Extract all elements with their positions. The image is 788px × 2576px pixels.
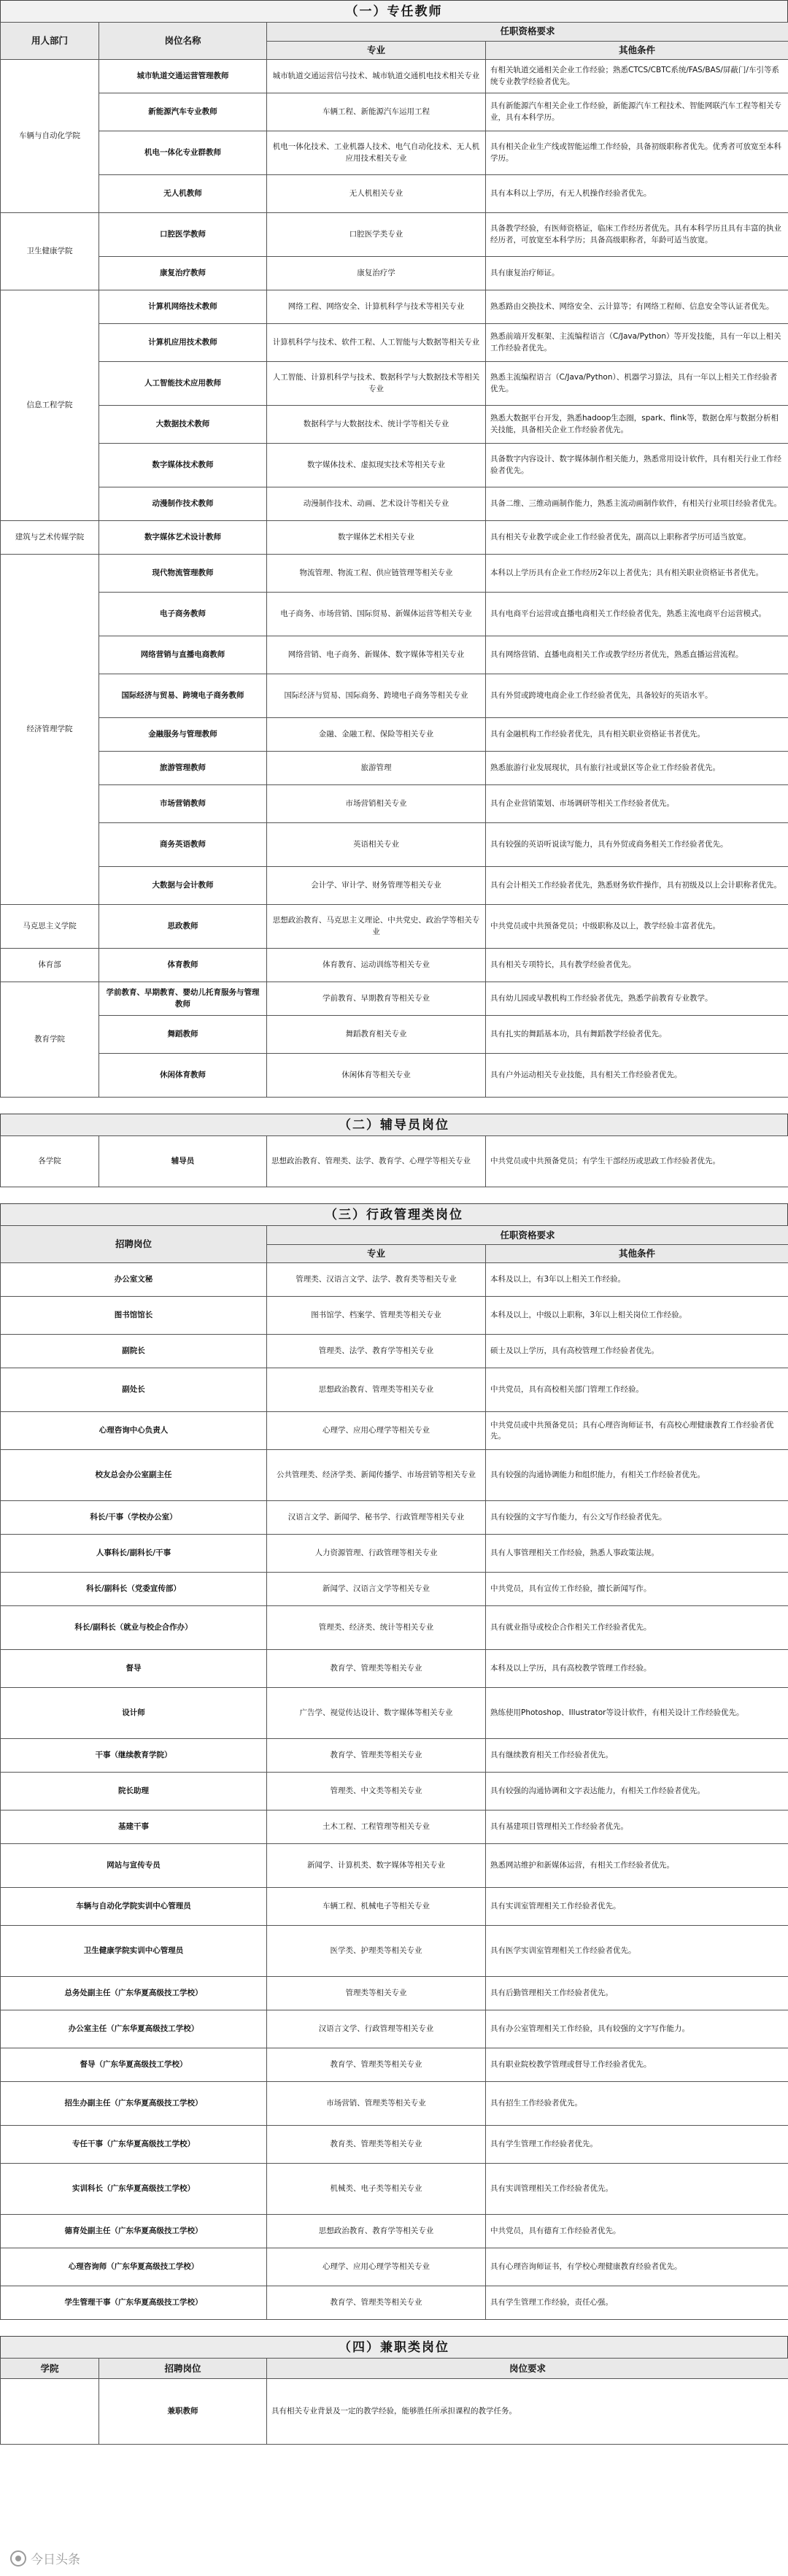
admin-row — [1, 1368, 788, 1412]
major-cell: 会计学、审计学、财务管理等相关专业 — [267, 867, 486, 905]
admin-major-cell: 教育学、管理类等相关专业 — [267, 1739, 486, 1773]
teacher-row — [1, 752, 788, 785]
parttime-header-dept: 学院 — [1, 2359, 99, 2379]
admin-major-cell: 教育学、管理类等相关专业 — [267, 2286, 486, 2320]
admin-other-cell: 具有较强的沟通协调能力和组织能力，有相关工作经验者优先。 — [486, 1450, 788, 1501]
admin-post-cell: 办公室主任（广东华夏高级技工学校） — [1, 2010, 267, 2048]
admin-major-cell: 机械类、电子类等相关专业 — [267, 2164, 486, 2215]
admin-other-cell: 本科及以上，中级以上职称，3年以上相关岗位工作经验。 — [486, 1297, 788, 1335]
post-cell: 数字媒体技术教师 — [99, 444, 267, 487]
section-title-counselor: （二）辅导员岗位 — [0, 1114, 788, 1135]
admin-major-cell: 广告学、视觉传达设计、数字媒体等相关专业 — [267, 1688, 486, 1739]
admin-row — [1, 1650, 788, 1688]
major-cell: 计算机科学与技术、软件工程、人工智能与大数据等相关专业 — [267, 324, 486, 362]
major-cell: 网络营销、电子商务、新媒体、数字媒体等相关专业 — [267, 636, 486, 674]
post-cell: 现代物流管理教师 — [99, 555, 267, 593]
admin-major-cell: 车辆工程、机械电子等相关专业 — [267, 1888, 486, 1926]
admin-post-cell: 实训科长（广东华夏高级技工学校） — [1, 2164, 267, 2215]
admin-row — [1, 2248, 788, 2286]
admin-other-cell: 具有继续教育相关工作经验者优先。 — [486, 1739, 788, 1773]
teacher-row — [1, 213, 788, 257]
admin-major-cell: 新闻学、汉语言文学等相关专业 — [267, 1573, 486, 1606]
teacher-row — [1, 593, 788, 636]
admin-header-req: 任职资格要求 — [267, 1226, 788, 1245]
other-cell: 具有电商平台运营或直播电商相关工作经验者优先，熟悉主流电商平台运营模式。 — [486, 593, 788, 636]
parttime-header-req: 岗位要求 — [267, 2359, 788, 2379]
admin-other-cell: 具有基建项目管理相关工作经验者优先。 — [486, 1810, 788, 1844]
admin-row — [1, 1739, 788, 1773]
admin-major-cell: 新闻学、计算机类、数字媒体等相关专业 — [267, 1844, 486, 1888]
other-cell: 具有企业营销策划、市场调研等相关工作经验者优先。 — [486, 785, 788, 823]
admin-row — [1, 1888, 788, 1926]
post-cell: 城市轨道交通运营管理教师 — [99, 60, 267, 93]
teacher-row — [1, 131, 788, 175]
admin-post-cell: 图书馆馆长 — [1, 1297, 267, 1335]
admin-row — [1, 1977, 788, 2010]
post-cell: 大数据与会计教师 — [99, 867, 267, 905]
parttime-req: 具有相关专业背景及一定的教学经验，能够胜任所承担课程的教学任务。 — [267, 2379, 788, 2445]
section-title-admin: （三）行政管理类岗位 — [0, 1203, 788, 1225]
admin-post-cell: 设计师 — [1, 1688, 267, 1739]
admin-row — [1, 1810, 788, 1844]
admin-other-cell: 中共党员，具有高校相关部门管理工作经验。 — [486, 1368, 788, 1412]
admin-other-cell: 具有后勤管理相关工作经验者优先。 — [486, 1977, 788, 2010]
admin-post-cell: 总务处副主任（广东华夏高级技工学校） — [1, 1977, 267, 2010]
admin-row — [1, 1263, 788, 1297]
teacher-body — [1, 60, 788, 1098]
other-cell: 具有会计相关工作经验者优先，熟悉财务软件操作，具有初级及以上会计职称者优先。 — [486, 867, 788, 905]
dept-cell: 卫生健康学院 — [1, 213, 99, 290]
admin-row — [1, 1844, 788, 1888]
header-major: 专业 — [267, 42, 486, 60]
post-cell: 口腔医学教师 — [99, 213, 267, 257]
admin-post-cell: 督导（广东华夏高级技工学校） — [1, 2048, 267, 2082]
admin-other-cell: 具有职业院校教学管理或督导工作经验者优先。 — [486, 2048, 788, 2082]
admin-header-major: 专业 — [267, 1245, 486, 1263]
other-cell: 具有康复治疗师证。 — [486, 257, 788, 290]
admin-other-cell: 硕士及以上学历，具有高校管理工作经验者优先。 — [486, 1335, 788, 1368]
teacher-row — [1, 444, 788, 487]
other-cell: 熟悉路由交换技术、网络安全、云计算等；有网络工程师、信息安全等认证者优先。 — [486, 290, 788, 324]
admin-body — [1, 1263, 788, 2320]
admin-other-cell: 具有学生管理工作经验，责任心强。 — [486, 2286, 788, 2320]
other-cell: 熟悉大数据平台开发，熟悉hadoop生态圈，spark、flink等，数据仓库与数据分析相关技能，具备相关企业工作经验者优先。 — [486, 406, 788, 444]
other-cell: 具备教学经验，有医师资格证，临床工作经历者优先。具有本科学历且具有丰富的执业经历者，可放宽至本科学历；具备高级职称者，年龄可适当放宽。 — [486, 213, 788, 257]
admin-other-cell: 具有办公室管理相关工作经验，具有较强的文字写作能力。 — [486, 2010, 788, 2048]
admin-row — [1, 2126, 788, 2164]
admin-major-cell: 图书馆学、档案学、管理类等相关专业 — [267, 1297, 486, 1335]
admin-post-cell: 科长/副科长（党委宣传部） — [1, 1573, 267, 1606]
post-cell: 学前教育、早期教育、婴幼儿托育服务与管理教师 — [99, 982, 267, 1016]
admin-other-cell: 具有实训管理相关工作经验者优先。 — [486, 2164, 788, 2215]
admin-post-cell: 校友总会办公室副主任 — [1, 1450, 267, 1501]
section-title-teachers: （一）专任教师 — [0, 0, 788, 22]
admin-row — [1, 1501, 788, 1535]
major-cell: 英语相关专业 — [267, 823, 486, 867]
other-cell: 具有外贸或跨境电商企业工作经验者优先，具备较好的英语水平。 — [486, 674, 788, 718]
admin-other-cell: 具有较强的文字写作能力，有公文写作经验者优先。 — [486, 1501, 788, 1535]
post-cell: 网络营销与直播电商教师 — [99, 636, 267, 674]
teacher-table — [0, 22, 788, 1098]
teacher-row — [1, 823, 788, 867]
admin-major-cell: 思想政治教育、教育学等相关专业 — [267, 2215, 486, 2248]
admin-post-cell: 网站与宣传专员 — [1, 1844, 267, 1888]
admin-row — [1, 1297, 788, 1335]
other-cell: 具备数字内容设计、数字媒体制作相关能力，熟悉常用设计软件，具有相关行业工作经验者优先。 — [486, 444, 788, 487]
post-cell: 动漫制作技术教师 — [99, 487, 267, 521]
teacher-row — [1, 674, 788, 718]
major-cell: 网络工程、网络安全、计算机科学与技术等相关专业 — [267, 290, 486, 324]
admin-major-cell: 管理类、法学、教育学等相关专业 — [267, 1335, 486, 1368]
admin-other-cell: 本科及以上，有3年以上相关工作经验。 — [486, 1263, 788, 1297]
admin-post-cell: 副处长 — [1, 1368, 267, 1412]
admin-other-cell: 具有实训室管理相关工作经验者优先。 — [486, 1888, 788, 1926]
major-cell: 舞蹈教育相关专业 — [267, 1016, 486, 1054]
other-cell: 具备二维、三维动画制作能力，熟悉主流动画制作软件，有相关行业项目经验者优先。 — [486, 487, 788, 521]
parttime-post: 兼职教师 — [99, 2379, 267, 2445]
major-cell: 动漫制作技术、动画、艺术设计等相关专业 — [267, 487, 486, 521]
admin-other-cell: 熟练使用Photoshop、Illustrator等设计软件，有相关设计工作经验优先。 — [486, 1688, 788, 1739]
admin-row — [1, 1450, 788, 1501]
admin-row — [1, 1926, 788, 1977]
teacher-row — [1, 93, 788, 131]
major-cell: 体育教育、运动训练等相关专业 — [267, 949, 486, 982]
other-cell: 具有幼儿园或早教机构工作经验者优先，熟悉学前教育专业教学。 — [486, 982, 788, 1016]
post-cell: 计算机网络技术教师 — [99, 290, 267, 324]
admin-major-cell: 教育类、管理类等相关专业 — [267, 2126, 486, 2164]
admin-other-cell: 具有招生工作经验者优先。 — [486, 2082, 788, 2126]
teacher-row — [1, 406, 788, 444]
admin-major-cell: 市场营销、管理类等相关专业 — [267, 2082, 486, 2126]
admin-post-cell: 人事科长/副科长/干事 — [1, 1535, 267, 1573]
post-cell: 机电一体化专业群教师 — [99, 131, 267, 175]
major-cell: 金融、金融工程、保险等相关专业 — [267, 718, 486, 752]
admin-post-cell: 基建干事 — [1, 1810, 267, 1844]
admin-major-cell: 心理学、应用心理学等相关专业 — [267, 1412, 486, 1450]
admin-other-cell: 具有较强的沟通协调和文字表达能力，有相关工作经验者优先。 — [486, 1773, 788, 1810]
admin-major-cell: 汉语言文学、行政管理等相关专业 — [267, 2010, 486, 2048]
counselor-major: 思想政治教育、管理类、法学、教育学、心理学等相关专业 — [267, 1136, 486, 1187]
other-cell: 熟悉前端开发框架、主流编程语言（C/Java/Python）等开发技能，具有一年以上相关工作经验者优先。 — [486, 324, 788, 362]
teacher-row — [1, 949, 788, 982]
teacher-row — [1, 290, 788, 324]
other-cell: 具有扎实的舞蹈基本功，具有舞蹈教学经验者优先。 — [486, 1016, 788, 1054]
teacher-row — [1, 175, 788, 213]
admin-post-cell: 车辆与自动化学院实训中心管理员 — [1, 1888, 267, 1926]
admin-table — [0, 1225, 788, 2320]
admin-header-post: 招聘岗位 — [1, 1226, 267, 1263]
major-cell: 数字媒体技术、虚拟现实技术等相关专业 — [267, 444, 486, 487]
other-cell: 有相关轨道交通相关企业工作经验；熟悉CTCS/CBTC系统/FAS/BAS/屏蔽门/车引等系统专业教学经验者优先。 — [486, 60, 788, 93]
post-cell: 新能源汽车专业教师 — [99, 93, 267, 131]
teacher-row — [1, 982, 788, 1016]
post-cell: 休闲体育教师 — [99, 1054, 267, 1098]
admin-row — [1, 1573, 788, 1606]
major-cell: 数据科学与大数据技术、统计学等相关专业 — [267, 406, 486, 444]
admin-post-cell: 德育处副主任（广东华夏高级技工学校） — [1, 2215, 267, 2248]
major-cell: 车辆工程、新能源汽车运用工程 — [267, 93, 486, 131]
other-cell: 具有新能源汽车相关企业工作经验，新能源汽车工程技术、智能网联汽车工程等相关专业，具有本科学历。 — [486, 93, 788, 131]
post-cell: 市场营销教师 — [99, 785, 267, 823]
admin-post-cell: 院长助理 — [1, 1773, 267, 1810]
admin-major-cell: 心理学、应用心理学等相关专业 — [267, 2248, 486, 2286]
post-cell: 旅游管理教师 — [99, 752, 267, 785]
admin-other-cell: 中共党员，具有德育工作经验者优先。 — [486, 2215, 788, 2248]
other-cell: 中共党员或中共预备党员；中级职称及以上，教学经验丰富者优先。 — [486, 905, 788, 949]
header-post: 岗位名称 — [99, 23, 267, 60]
post-cell: 数字媒体艺术设计教师 — [99, 521, 267, 555]
admin-row — [1, 2010, 788, 2048]
admin-major-cell: 公共管理类、经济学类、新闻传播学、市场营销等相关专业 — [267, 1450, 486, 1501]
admin-major-cell: 土木工程、工程管理等相关专业 — [267, 1810, 486, 1844]
admin-header-other: 其他条件 — [486, 1245, 788, 1263]
post-cell: 商务英语教师 — [99, 823, 267, 867]
other-cell: 熟悉旅游行业发展现状，具有旅行社或景区等企业工作经验者优先。 — [486, 752, 788, 785]
admin-post-cell: 学生管理干事（广东华夏高级技工学校） — [1, 2286, 267, 2320]
admin-row — [1, 1688, 788, 1739]
admin-major-cell: 管理类、经济类、统计等相关专业 — [267, 1606, 486, 1650]
watermark-text: 今日头条 — [31, 2553, 80, 2567]
teacher-row — [1, 324, 788, 362]
post-cell: 大数据技术教师 — [99, 406, 267, 444]
admin-post-cell: 副院长 — [1, 1335, 267, 1368]
admin-other-cell: 具有心理咨询师证书，有学校心理健康教育经验者优先。 — [486, 2248, 788, 2286]
teacher-row — [1, 718, 788, 752]
admin-other-cell: 具有就业指导或校企合作相关工作经验者优先。 — [486, 1606, 788, 1650]
major-cell: 物流管理、物流工程、供应链管理等相关专业 — [267, 555, 486, 593]
parttime-dept — [1, 2379, 99, 2445]
post-cell: 计算机应用技术教师 — [99, 324, 267, 362]
admin-post-cell: 卫生健康学院实训中心管理员 — [1, 1926, 267, 1977]
major-cell: 口腔医学类专业 — [267, 213, 486, 257]
admin-other-cell: 熟悉网站维护和新媒体运营，有相关工作经验者优先。 — [486, 1844, 788, 1888]
admin-post-cell: 心理咨询中心负责人 — [1, 1412, 267, 1450]
teacher-row — [1, 1016, 788, 1054]
admin-major-cell: 管理类、中文类等相关专业 — [267, 1773, 486, 1810]
post-cell: 思政教师 — [99, 905, 267, 949]
other-cell: 熟悉主流编程语言（C/Java/Python）、机器学习算法，具有一年以上相关工作经验者优先。 — [486, 362, 788, 406]
admin-other-cell: 具有人事管理相关工作经验，熟悉人事政策法规。 — [486, 1535, 788, 1573]
other-cell: 具有相关专业教学或企业工作经验者优先，副高以上职称者学历可适当放宽。 — [486, 521, 788, 555]
teacher-row — [1, 785, 788, 823]
admin-other-cell: 具有学生管理工作经验者优先。 — [486, 2126, 788, 2164]
dept-cell: 体育部 — [1, 949, 99, 982]
section-title-parttime: （四）兼职类岗位 — [0, 2336, 788, 2358]
admin-post-cell: 招生办副主任（广东华夏高级技工学校） — [1, 2082, 267, 2126]
dept-cell: 信息工程学院 — [1, 290, 99, 521]
admin-other-cell: 本科及以上学历，具有高校教学管理工作经验。 — [486, 1650, 788, 1688]
major-cell: 休闲体育等相关专业 — [267, 1054, 486, 1098]
other-cell: 具有网络营销、直播电商相关工作或教学经历者优先，熟悉直播运营流程。 — [486, 636, 788, 674]
major-cell: 数字媒体艺术相关专业 — [267, 521, 486, 555]
other-cell: 具有户外运动相关专业技能，具有相关工作经验者优先。 — [486, 1054, 788, 1098]
other-cell: 本科以上学历具有企业工作经历2年以上者优先；具有相关职业资格证书者优先。 — [486, 555, 788, 593]
major-cell: 无人机相关专业 — [267, 175, 486, 213]
admin-major-cell: 教育学、管理类等相关专业 — [267, 2048, 486, 2082]
admin-row — [1, 2048, 788, 2082]
header-other: 其他条件 — [486, 42, 788, 60]
teacher-row — [1, 362, 788, 406]
post-cell: 康复治疗教师 — [99, 257, 267, 290]
major-cell: 电子商务、市场营销、国际贸易、新媒体运营等相关专业 — [267, 593, 486, 636]
admin-post-cell: 科长/干事（学校办公室） — [1, 1501, 267, 1535]
post-cell: 国际经济与贸易、跨境电子商务教师 — [99, 674, 267, 718]
major-cell: 思想政治教育、马克思主义理论、中共党史、政治学等相关专业 — [267, 905, 486, 949]
other-cell: 具有金融机构工作经验者优先，具有相关职业资格证书者优先。 — [486, 718, 788, 752]
admin-other-cell: 中共党员或中共预备党员；具有心理咨询师证书，有高校心理健康教育工作经验者优先。 — [486, 1412, 788, 1450]
teacher-row — [1, 60, 788, 93]
admin-row — [1, 2215, 788, 2248]
admin-major-cell: 思想政治教育、管理类等相关专业 — [267, 1368, 486, 1412]
counselor-table — [0, 1135, 788, 1187]
admin-row — [1, 2286, 788, 2320]
admin-other-cell: 中共党员，具有宣传工作经验，擅长新闻写作。 — [486, 1573, 788, 1606]
header-req: 任职资格要求 — [267, 23, 788, 42]
dept-cell: 教育学院 — [1, 982, 99, 1098]
teacher-row — [1, 867, 788, 905]
dept-cell: 马克思主义学院 — [1, 905, 99, 949]
teacher-row — [1, 636, 788, 674]
admin-major-cell: 医学类、护理类等相关专业 — [267, 1926, 486, 1977]
major-cell: 机电一体化技术、工业机器人技术、电气自动化技术、无人机应用技术相关专业 — [267, 131, 486, 175]
teacher-row — [1, 1054, 788, 1098]
admin-other-cell: 具有医学实训室管理相关工作经验者优先。 — [486, 1926, 788, 1977]
post-cell: 人工智能技术应用教师 — [99, 362, 267, 406]
teacher-row — [1, 905, 788, 949]
other-cell: 具有较强的英语听说读写能力，具有外贸或商务相关工作经验者优先。 — [486, 823, 788, 867]
other-cell: 具有相关专项特长，具有教学经验者优先。 — [486, 949, 788, 982]
parttime-table — [0, 2358, 788, 2445]
teacher-row — [1, 257, 788, 290]
post-cell: 体育教师 — [99, 949, 267, 982]
other-cell: 具有本科以上学历，有无人机操作经验者优先。 — [486, 175, 788, 213]
dept-cell: 车辆与自动化学院 — [1, 60, 99, 213]
major-cell: 人工智能、计算机科学与技术、数据科学与大数据技术等相关专业 — [267, 362, 486, 406]
post-cell: 舞蹈教师 — [99, 1016, 267, 1054]
admin-major-cell: 管理类等相关专业 — [267, 1977, 486, 2010]
teacher-row — [1, 521, 788, 555]
other-cell: 具有相关企业生产线或智能运维工作经验，具备初级职称者优先。优秀者可放宽至本科学历。 — [486, 131, 788, 175]
admin-post-cell: 办公室文秘 — [1, 1263, 267, 1297]
watermark — [10, 2549, 80, 2567]
admin-post-cell: 科长/副科长（就业与校企合作办） — [1, 1606, 267, 1650]
admin-major-cell: 管理类、汉语言文学、法学、教育类等相关专业 — [267, 1263, 486, 1297]
post-cell: 电子商务教师 — [99, 593, 267, 636]
major-cell: 市场营销相关专业 — [267, 785, 486, 823]
dept-cell: 建筑与艺术传媒学院 — [1, 521, 99, 555]
major-cell: 康复治疗学 — [267, 257, 486, 290]
admin-row — [1, 1335, 788, 1368]
admin-row — [1, 2082, 788, 2126]
major-cell: 城市轨道交通运营信号技术、城市轨道交通机电技术相关专业 — [267, 60, 486, 93]
admin-row — [1, 1773, 788, 1810]
admin-major-cell: 汉语言文学、新闻学、秘书学、行政管理等相关专业 — [267, 1501, 486, 1535]
admin-post-cell: 督导 — [1, 1650, 267, 1688]
major-cell: 学前教育、早期教育等相关专业 — [267, 982, 486, 1016]
counselor-other: 中共党员或中共预备党员；有学生干部经历或思政工作经验者优先。 — [486, 1136, 788, 1187]
counselor-post: 辅导员 — [99, 1136, 267, 1187]
admin-post-cell: 干事（继续教育学院） — [1, 1739, 267, 1773]
admin-major-cell: 教育学、管理类等相关专业 — [267, 1650, 486, 1688]
post-cell: 金融服务与管理教师 — [99, 718, 267, 752]
teacher-row — [1, 487, 788, 521]
admin-row — [1, 1606, 788, 1650]
teacher-row — [1, 555, 788, 593]
parttime-header-post: 招聘岗位 — [99, 2359, 267, 2379]
post-cell: 无人机教师 — [99, 175, 267, 213]
header-dept: 用人部门 — [1, 23, 99, 60]
admin-post-cell: 专任干事（广东华夏高级技工学校） — [1, 2126, 267, 2164]
admin-row — [1, 1535, 788, 1573]
admin-major-cell: 人力资源管理、行政管理等相关专业 — [267, 1535, 486, 1573]
admin-post-cell: 心理咨询师（广东华夏高级技工学校） — [1, 2248, 267, 2286]
admin-row — [1, 2164, 788, 2215]
admin-row — [1, 1412, 788, 1450]
counselor-dept: 各学院 — [1, 1136, 99, 1187]
toutiao-logo-icon — [10, 2550, 26, 2567]
major-cell: 旅游管理 — [267, 752, 486, 785]
dept-cell: 经济管理学院 — [1, 555, 99, 905]
major-cell: 国际经济与贸易、国际商务、跨境电子商务等相关专业 — [267, 674, 486, 718]
